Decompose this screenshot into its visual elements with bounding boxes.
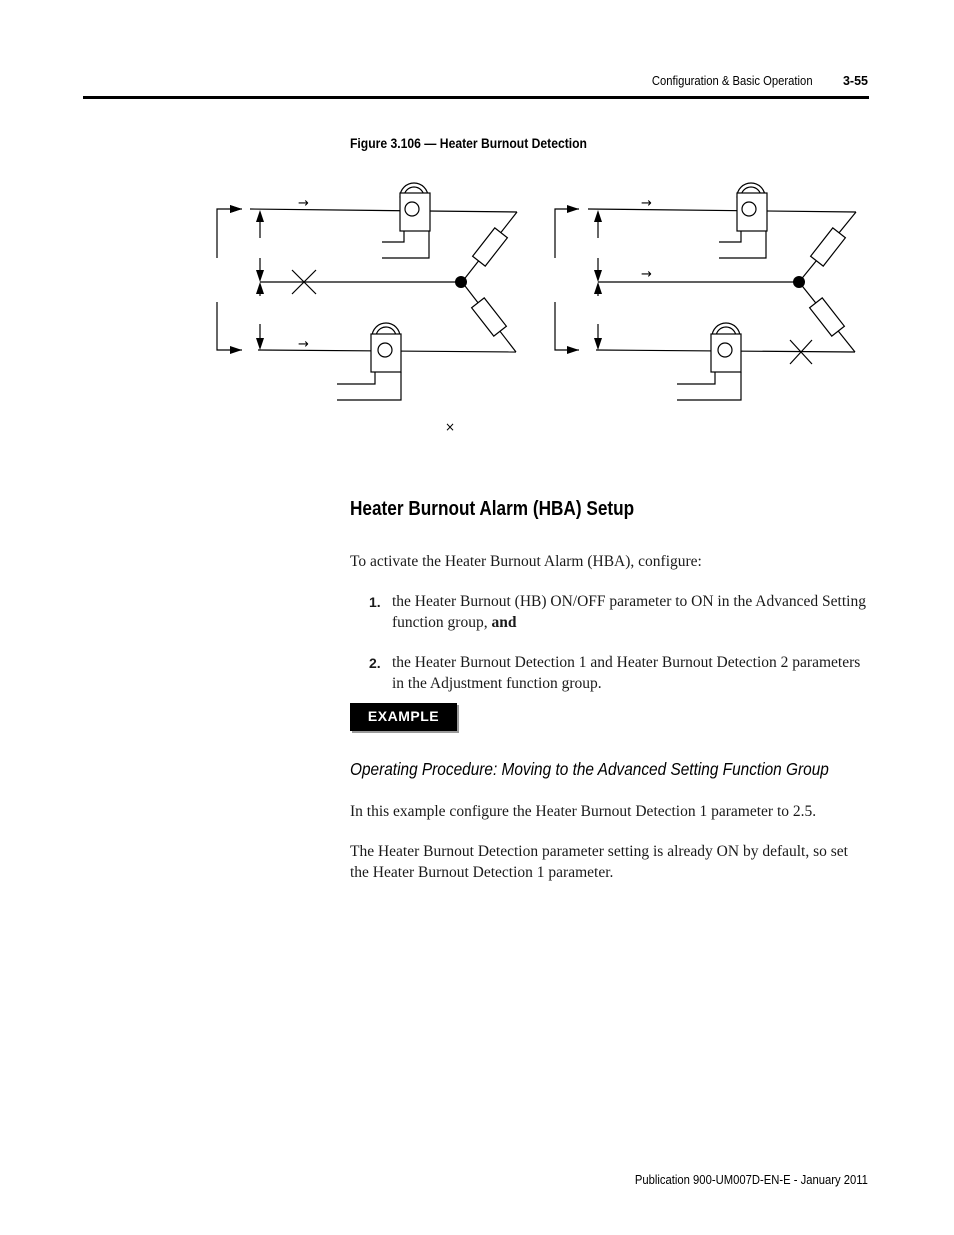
figure-caption: Figure 3.106 — Heater Burnout Detection (350, 136, 587, 151)
paragraph: The Heater Burnout Detection parameter setting is already ON by default, so set the Heater Burnout Detection 1 parameter. (350, 843, 848, 881)
right-ct-bottom (677, 323, 741, 400)
left-top-arrow: → (298, 196, 309, 211)
running-header: Configuration & Basic Operation (652, 74, 813, 88)
cross-glyph: × (445, 420, 456, 434)
publication-footer: Publication 900-UM007D-EN-E - January 2011 (634, 1173, 868, 1187)
right-ct-top (719, 183, 767, 258)
left-outer-bracket-top (217, 209, 242, 258)
section-heading: Heater Burnout Alarm (HBA) Setup (350, 498, 635, 520)
left-ct-bottom (337, 323, 401, 400)
right-top-arrow: → (641, 196, 652, 211)
right-circuit (555, 183, 856, 400)
procedure-heading: Operating Procedure: Moving to the Advanced Setting Function Group (350, 759, 829, 779)
left-circuit (217, 183, 517, 400)
left-outer-bracket-bottom (217, 302, 242, 350)
emphasis-and: and (491, 614, 517, 631)
left-bottom-arrow: → (298, 337, 309, 352)
heater-burnout-diagram (0, 0, 954, 470)
page-number: 3-55 (842, 74, 868, 88)
paragraph: In this example configure the Heater Burnout Detection 1 parameter to 2.5. (350, 803, 817, 820)
example-badge: EXAMPLE (350, 703, 457, 731)
list-item-text: the Heater Burnout (HB) ON/OFF parameter to ON in the Advanced Setting function group, and (392, 593, 866, 631)
list-item-number: 1. (369, 594, 381, 610)
list-item-text: the Heater Burnout Detection 1 and Heater Burnout Detection 2 parameters in the Adjustment function group. (392, 654, 861, 692)
left-ct-top (382, 183, 430, 258)
right-middle-arrow: → (641, 267, 652, 282)
intro-text: To activate the Heater Burnout Alarm (HBA), configure: (350, 553, 702, 570)
list-item-number: 2. (369, 655, 381, 671)
